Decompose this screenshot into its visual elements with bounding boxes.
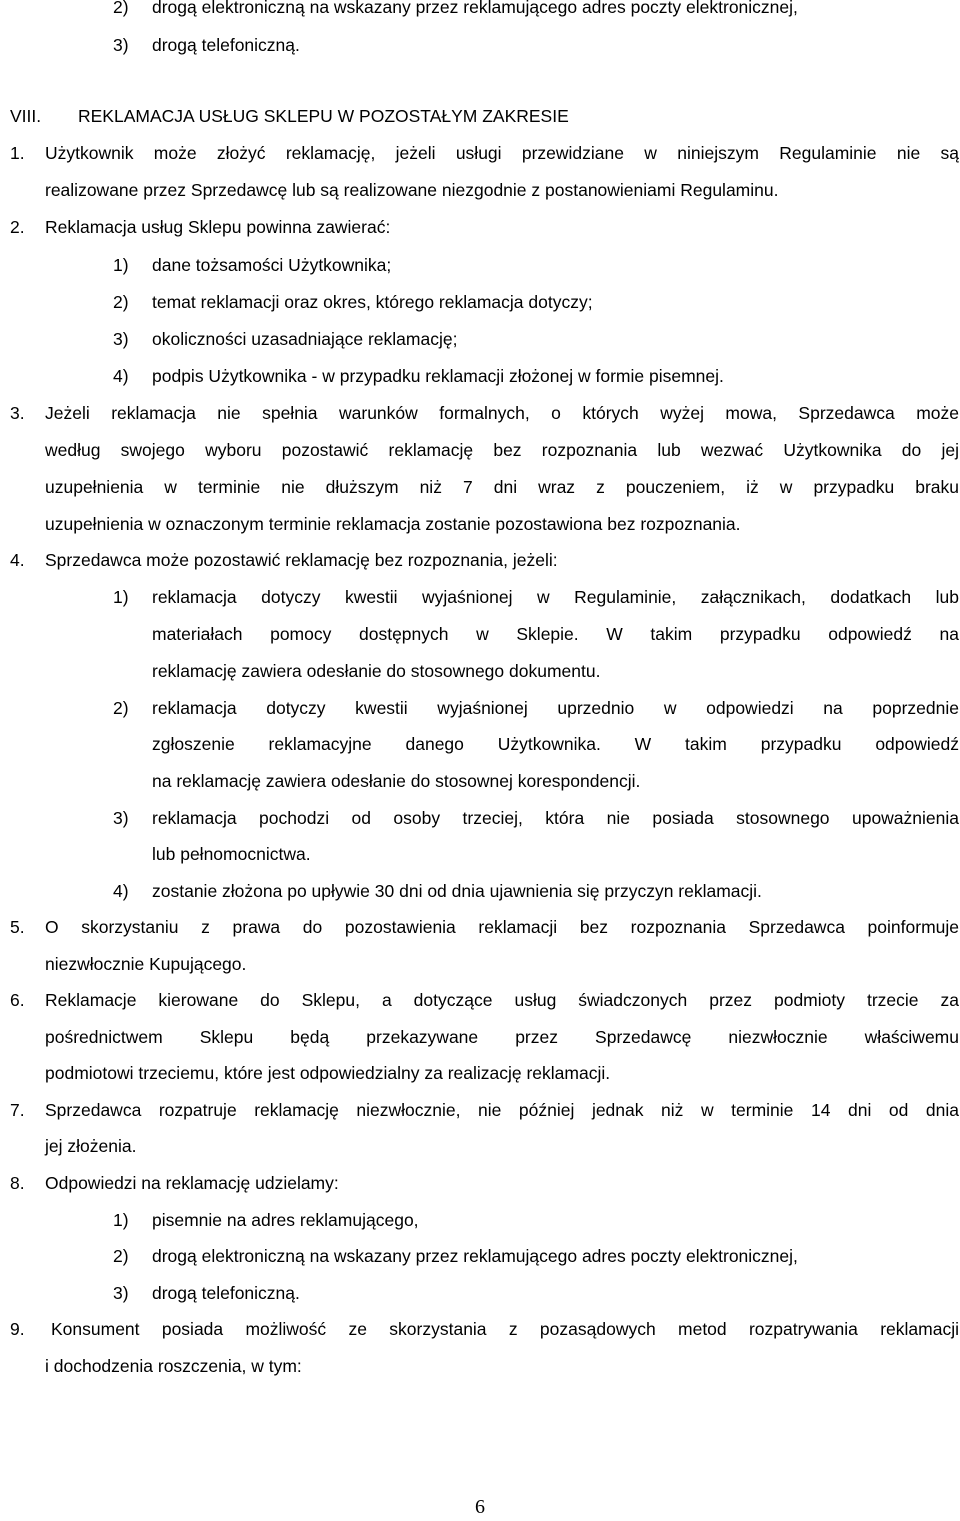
item-text: reklamacja dotyczy kwestii wyjaśnionej uprzednio w odpowiedzi na poprzednie [152,698,959,718]
list-item-line [0,766,960,796]
list-item [0,0,960,22]
item-number: 3) [113,35,129,55]
list-item [0,803,960,833]
item-text: podpis Użytkownika - w przypadku reklamacji złożonej w formie pisemnej. [152,366,724,386]
paragraph-number: 9. [10,1319,25,1339]
paragraph-text: Sprzedawca rozpatruje reklamację niezwłocznie, nie później jednak niż w terminie 14 dni od dnia [45,1100,959,1120]
item-text: drogą telefoniczną. [152,35,300,55]
paragraph-line [0,985,960,1015]
page-number: 6 [475,1496,485,1518]
list-item-line [0,729,960,759]
item-number: 3) [113,329,129,349]
paragraph-text: Odpowiedzi na reklamację udzielamy: [45,1173,339,1193]
list-item [0,250,960,280]
paragraph-text: podmiotowi trzeciemu, które jest odpowiedzialny za realizację reklamacji. [45,1063,611,1083]
paragraph-text: Jeżeli reklamacja nie spełnia warunków formalnych, o których wyżej mowa, Sprzedawca może [45,403,959,423]
paragraph-line [0,1095,960,1125]
item-number: 2) [113,292,129,312]
paragraph-number: 3. [10,403,25,423]
list-item [0,1278,960,1308]
item-text: okoliczności uzasadniające reklamację; [152,329,458,349]
list-item [0,1241,960,1271]
paragraph-text: uzupełnienia w oznaczonym terminie reklamacja zostanie pozostawiona bez rozpoznania. [45,514,741,534]
section-number: VIII. [10,106,42,126]
item-text: lub pełnomocnictwa. [152,844,311,864]
paragraph-text: Reklamacja usług Sklepu powinna zawierać: [45,217,391,237]
list-item-line [0,619,960,649]
paragraph-line [0,1058,960,1088]
item-text: na reklamację zawiera odesłanie do stosownej korespondencji. [152,771,641,791]
paragraph-line [0,545,960,575]
list-item [0,693,960,723]
paragraph-line [0,212,960,242]
list-item [0,30,960,60]
item-number: 4) [113,881,129,901]
paragraph-text: według swojego wyboru pozostawić reklamację bez rozpoznania lub wezwać Użytkownika do jej [45,440,959,460]
list-item [0,582,960,612]
paragraph-line [0,1168,960,1198]
item-number: 2) [113,1246,129,1266]
paragraph-number: 7. [10,1100,25,1120]
item-number: 3) [113,808,129,828]
list-item-line [0,656,960,686]
item-text: drogą elektroniczną na wskazany przez reklamującego adres poczty elektronicznej, [152,1246,798,1266]
paragraph-line [0,138,960,168]
paragraph-text: niezwłocznie Kupującego. [45,954,247,974]
paragraph-text: uzupełnienia w terminie nie dłuższym niż 7 dni wraz z pouczeniem, iż w przypadku braku [45,477,959,497]
paragraph-text: O skorzystaniu z prawa do pozostawienia reklamacji bez rozpoznania Sprzedawca poinformuje [45,917,959,937]
section-heading [0,101,960,131]
item-text: dane tożsamości Użytkownika; [152,255,392,275]
item-number: 1) [113,587,129,607]
list-item [0,287,960,317]
paragraph-text: Reklamacje kierowane do Sklepu, a dotyczące usług świadczonych przez podmioty trzecie za [45,990,959,1010]
paragraph-text: i dochodzenia roszczenia, w tym: [45,1356,302,1376]
item-text: drogą elektroniczną na wskazany przez reklamującego adres poczty elektronicznej, [152,0,798,17]
item-text: reklamacja pochodzi od osoby trzeciej, która nie posiada stosownego upoważnienia [152,808,959,828]
paragraph-line [0,912,960,942]
item-text: materiałach pomocy dostępnych w Sklepie. W takim przypadku odpowiedź na [152,624,959,644]
item-text: reklamacja dotyczy kwestii wyjaśnionej w Regulaminie, załącznikach, dodatkach lub [152,587,959,607]
paragraph-text: Użytkownik może złożyć reklamację, jeżeli usługi przewidziane w niniejszym Regulaminie nie są [45,143,959,163]
item-text: zostanie złożona po upływie 30 dni od dnia ujawnienia się przyczyn reklamacji. [152,881,762,901]
item-text: temat reklamacji oraz okres, którego reklamacja dotyczy; [152,292,593,312]
paragraph-line [0,1022,960,1052]
list-item [0,361,960,391]
list-item [0,1205,960,1235]
item-text: zgłoszenie reklamacyjne danego Użytkownika. W takim przypadku odpowiedź [152,734,959,754]
list-item [0,876,960,906]
paragraph-number: 4. [10,550,25,570]
paragraph-line [0,472,960,502]
paragraph-line [0,509,960,539]
paragraph-number: 8. [10,1173,25,1193]
list-item [0,324,960,354]
paragraph-text: Konsument posiada możliwość ze skorzystania z pozasądowych metod rozpatrywania reklamacji [51,1319,959,1339]
paragraph-text: Sprzedawca może pozostawić reklamację bez rozpoznania, jeżeli: [45,550,558,570]
item-number: 2) [113,0,129,17]
item-number: 4) [113,366,129,386]
item-number: 2) [113,698,129,718]
paragraph-line [0,1314,960,1344]
paragraph-line [0,1351,960,1381]
section-title: REKLAMACJA USŁUG SKLEPU W POZOSTAŁYM ZAKRESIE [78,106,569,126]
paragraph-number: 1. [10,143,25,163]
paragraph-line [0,949,960,979]
paragraph-number: 2. [10,217,25,237]
paragraph-line [0,1131,960,1161]
item-number: 1) [113,1210,129,1230]
item-text: drogą telefoniczną. [152,1283,300,1303]
paragraph-line [0,175,960,205]
paragraph-line [0,435,960,465]
paragraph-number: 5. [10,917,25,937]
paragraph-text: realizowane przez Sprzedawcę lub są realizowane niezgodnie z postanowieniami Regulaminu. [45,180,779,200]
item-text: reklamację zawiera odesłanie do stosownego dokumentu. [152,661,601,681]
paragraph-text: pośrednictwem Sklepu będą przekazywane przez Sprzedawcę niezwłocznie właściwemu [45,1027,959,1047]
item-number: 3) [113,1283,129,1303]
item-number: 1) [113,255,129,275]
paragraph-number: 6. [10,990,25,1010]
paragraph-text: jej złożenia. [45,1136,137,1156]
list-item-line [0,839,960,869]
paragraph-line [0,398,960,428]
item-text: pisemnie na adres reklamującego, [152,1210,419,1230]
